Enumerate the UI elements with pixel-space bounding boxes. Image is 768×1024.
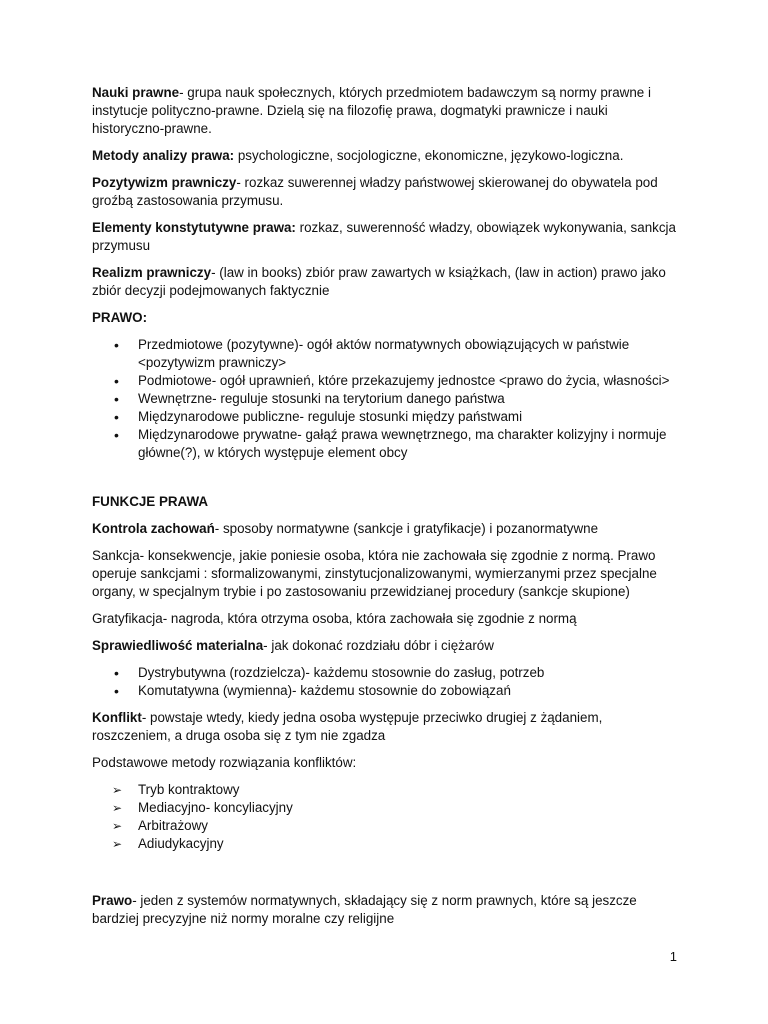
list-item: • Dystrybutywna (rozdzielcza)- każdemu stosownie do zasług, potrzeb — [92, 664, 682, 682]
text-realizm: - (law in books) zbiór praw zawartych w książkach, (law in action) prawo jako zbiór decyzji podejmowanych faktycznie — [92, 265, 666, 298]
prawo-list — [92, 336, 682, 462]
text-konflikt: - powstaje wtedy, kiedy jedna osoba występuje przeciwko drugiej z żądaniem, roszczeniem, a druga osoba się z tym nie zgadza — [92, 710, 603, 743]
heading-prawo: PRAWO: — [92, 310, 148, 325]
list-item: • Komutatywna (wymienna)- każdemu stosownie do zobowiązań — [92, 682, 682, 700]
heading-funkcje-prawa: FUNKCJE PRAWA — [92, 494, 209, 509]
paragraph-sankcja: Sankcja- konsekwencje, jakie poniesie osoba, która nie zachowała się zgodnie z normą. Prawo operuje sankcjami : sformalizowanymi, zinstytucjonalizowanymi, wymierzanymi przez specjalne organy, w specjalnym trybie i po zastosowaniu przewidzianej procedury (sankcje skupione) — [92, 548, 657, 599]
paragraph-prawo-definicja — [92, 892, 682, 928]
list-item: ➢ Mediacyjno- koncyliacyjny — [92, 799, 682, 817]
metody-konfliktow-list — [92, 781, 682, 853]
term-realizm: Realizm prawniczy — [92, 265, 212, 280]
text-pozytywizm: - rozkaz suwerennej władzy państwowej skierowanej do obywatela pod groźbą zastosowania przymusu. — [92, 175, 658, 208]
section-spacer — [92, 862, 682, 892]
paragraph-konflikt — [92, 709, 682, 745]
term-metody-analizy: Metody analizy prawa: — [92, 148, 235, 163]
list-item: • Międzynarodowe prywatne- gałąź prawa wewnętrznego, ma charakter kolizyjny i normuje główne(?), w których występuje element obcy — [92, 426, 682, 462]
text-elementy: rozkaz, suwerenność władzy, obowiązek wykonywania, sankcja przymusu — [92, 220, 676, 253]
list-item: • Międzynarodowe publiczne- reguluje stosunki między państwami — [92, 408, 682, 426]
term-nauki-prawne: Nauki prawne — [92, 85, 180, 100]
list-item: ➢ Adiudykacyjny — [92, 835, 682, 853]
paragraph-gratyfikacja: Gratyfikacja- nagroda, która otrzyma osoba, która zachowała się zgodnie z normą — [92, 611, 577, 626]
term-kontrola: Kontrola zachowań — [92, 521, 215, 536]
list-item: ➢ Arbitrażowy — [92, 817, 682, 835]
list-item: • Przedmiotowe (pozytywne)- ogół aktów normatywnych obowiązujących w państwie <pozytywizm prawniczy> — [92, 336, 682, 372]
sprawiedliwosc-list — [92, 664, 682, 700]
list-item: • Podmiotowe- ogół uprawnień, które przekazujemy jednostce <prawo do życia, własności> — [92, 372, 682, 390]
page-number: 1 — [669, 949, 677, 964]
paragraph-metody-konfliktow: Podstawowe metody rozwiązania konfliktów: — [92, 755, 357, 770]
term-pozytywizm: Pozytywizm prawniczy — [92, 175, 237, 190]
term-sprawiedliwosc: Sprawiedliwość materialna — [92, 638, 264, 653]
term-elementy: Elementy konstytutywne prawa: — [92, 220, 296, 235]
paragraph-pozytywizm — [92, 174, 682, 210]
term-prawo: Prawo — [92, 893, 133, 908]
paragraph-elementy — [92, 219, 682, 255]
text-prawo: - jeden z systemów normatywnych, składający się z norm prawnych, które są jeszcze bardziej precyzyjne niż normy moralne czy religijne — [92, 893, 637, 926]
text-sprawiedliwosc: - jak dokonać rozdziału dóbr i ciężarów — [263, 638, 494, 653]
text-nauki-prawne: - grupa nauk społecznych, których przedmiotem badawczym są normy prawne i instytucje polityczno-prawne. Dzielą się na filozofię prawa, dogmatyki prawnicze i nauki historyczno-prawne. — [92, 85, 651, 136]
text-metody-analizy: psychologiczne, socjologiczne, ekonomiczne, językowo-logiczna. — [234, 148, 624, 163]
term-konflikt: Konflikt — [92, 710, 142, 725]
list-item: • Wewnętrzne- reguluje stosunki na terytorium danego państwa — [92, 390, 682, 408]
text-kontrola: - sposoby normatywne (sankcje i gratyfikacje) i pozanormatywne — [214, 521, 599, 536]
section-spacer — [92, 471, 682, 493]
document-body — [92, 84, 682, 937]
paragraph-kontrola — [92, 520, 682, 538]
paragraph-sprawiedliwosc — [92, 637, 682, 655]
paragraph-realizm — [92, 264, 682, 300]
list-item: ➢ Tryb kontraktowy — [92, 781, 682, 799]
paragraph-metody-analizy — [92, 147, 682, 165]
paragraph-nauki-prawne — [92, 84, 682, 138]
